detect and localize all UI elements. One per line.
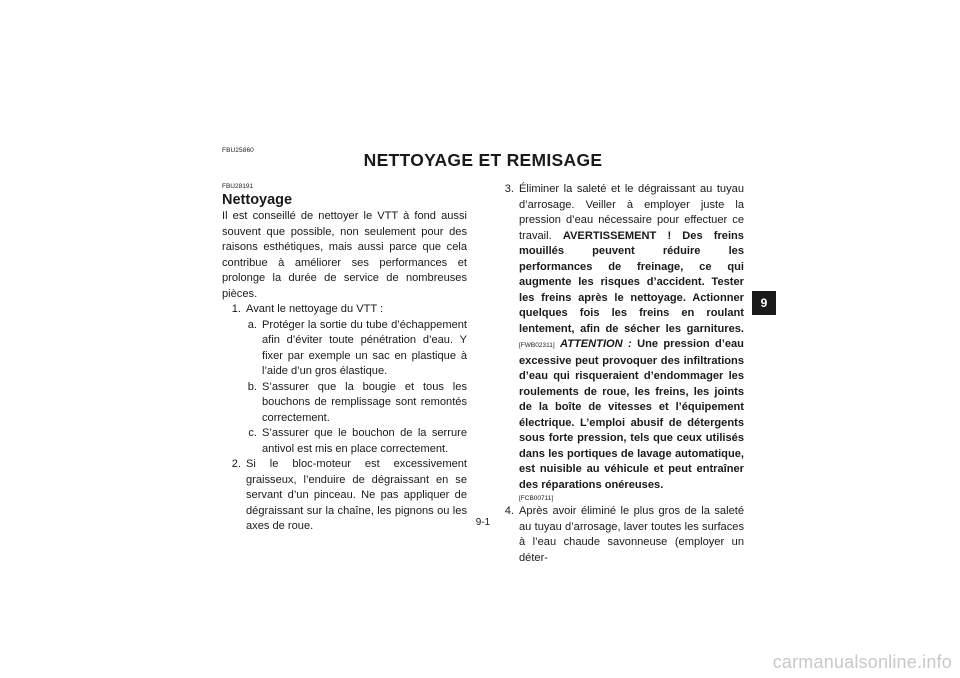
- list-item-step-1a: [222, 318, 467, 380]
- page-title: NETTOYAGE ET REMISAGE: [363, 150, 603, 170]
- header-code: FBU25860: [222, 147, 254, 154]
- section-heading: Nettoyage: [222, 192, 293, 208]
- section-code: FBU28191: [222, 183, 254, 190]
- step-2-text: Si le bloc-moteur est excessivement graisseux, l’enduire de dégraissant en se servant d’un pinceau. Ne pas appliquer de dégraissant sur la chaîne, les pignons ou les axes de roue.: [246, 458, 467, 532]
- step-1b-text: S’assurer que la bougie et tous les bouchons de remplissage sont remontés correctement.: [262, 380, 467, 424]
- list-item-step-1: [222, 302, 467, 318]
- attention-label: ATTENTION :: [560, 338, 632, 350]
- warning-text: AVERTISSEMENT ! Des freins mouillés peuvent réduire les performances de freinage, ce qui augmente les risques d’accident. Tester les freins après le nettoyage. Actionner quelques fois les freins en roulant lentement, afin de sécher les garnitures.: [519, 229, 744, 335]
- step-1c-text: S’assurer que le bouchon de la serrure antivol est mis en place correctement.: [262, 427, 467, 455]
- step-1c-letter: c.: [248, 427, 257, 439]
- step-3-text: [519, 182, 744, 493]
- list-item-step-1b: [222, 380, 467, 427]
- step-4-text: Après avoir éliminé le plus gros de la saleté au tuyau d’arrosage, laver toutes les surfaces à l’eau chaude savonneuse (employer un déter-: [519, 505, 744, 564]
- step-3-instruction: Éliminer la saleté et le dégraissant au tuyau d’arrosage. Veiller à employer juste la pression d’eau nécessaire pour effectuer ce travail.: [519, 183, 744, 242]
- attention-text: Une pression d’eau excessive peut provoquer des infiltrations d’eau qui risqueraient d’endommager les roulements de roue, les freins, les joints de la boîte de vitesses et l’équipement électrique. L’emploi abusif de détergents sous forte pression, tels que ceux utilisés dans les portiques de lavage automatique, est nuisible au véhicule et peut entraîner des réparations onéreuses.: [519, 338, 744, 491]
- page-number: 9-1: [475, 517, 491, 528]
- attention-code: [FCB00711]: [519, 495, 554, 502]
- step-1a-letter: a.: [247, 318, 257, 331]
- step-1-text: Avant le nettoyage du VTT :: [246, 303, 384, 315]
- step-4-number: 4.: [504, 505, 514, 517]
- intro-paragraph: Il est conseillé de nettoyer le VTT à fond aussi souvent que possible, non seulement pour des raisons esthétiques, mais aussi parce que cela contribue à améliorer ses performances et prolonge la durée de service de nombreuses pièces.: [222, 210, 467, 300]
- left-column: [222, 182, 467, 535]
- right-column: [500, 182, 744, 566]
- list-item-step-3: [500, 182, 744, 493]
- step-2-number: 2.: [231, 458, 241, 470]
- step-1a-text: Protéger la sortie du tube d’échappement afin d’éviter toute pénétration d’eau. Y fixer par exemple un sac en plastique à l’aide d’un gros élastique.: [262, 318, 467, 377]
- step-1-number: 1.: [231, 303, 241, 315]
- chapter-tab: 9: [752, 291, 776, 315]
- list-item-step-4: [500, 504, 744, 566]
- step-1b-letter: b.: [247, 380, 257, 393]
- warning-code: [FWB02311]: [519, 342, 555, 349]
- step-3-number: 3.: [504, 183, 514, 195]
- watermark: carmanualsonline.info: [772, 652, 952, 672]
- list-item-step-1c: [222, 426, 467, 457]
